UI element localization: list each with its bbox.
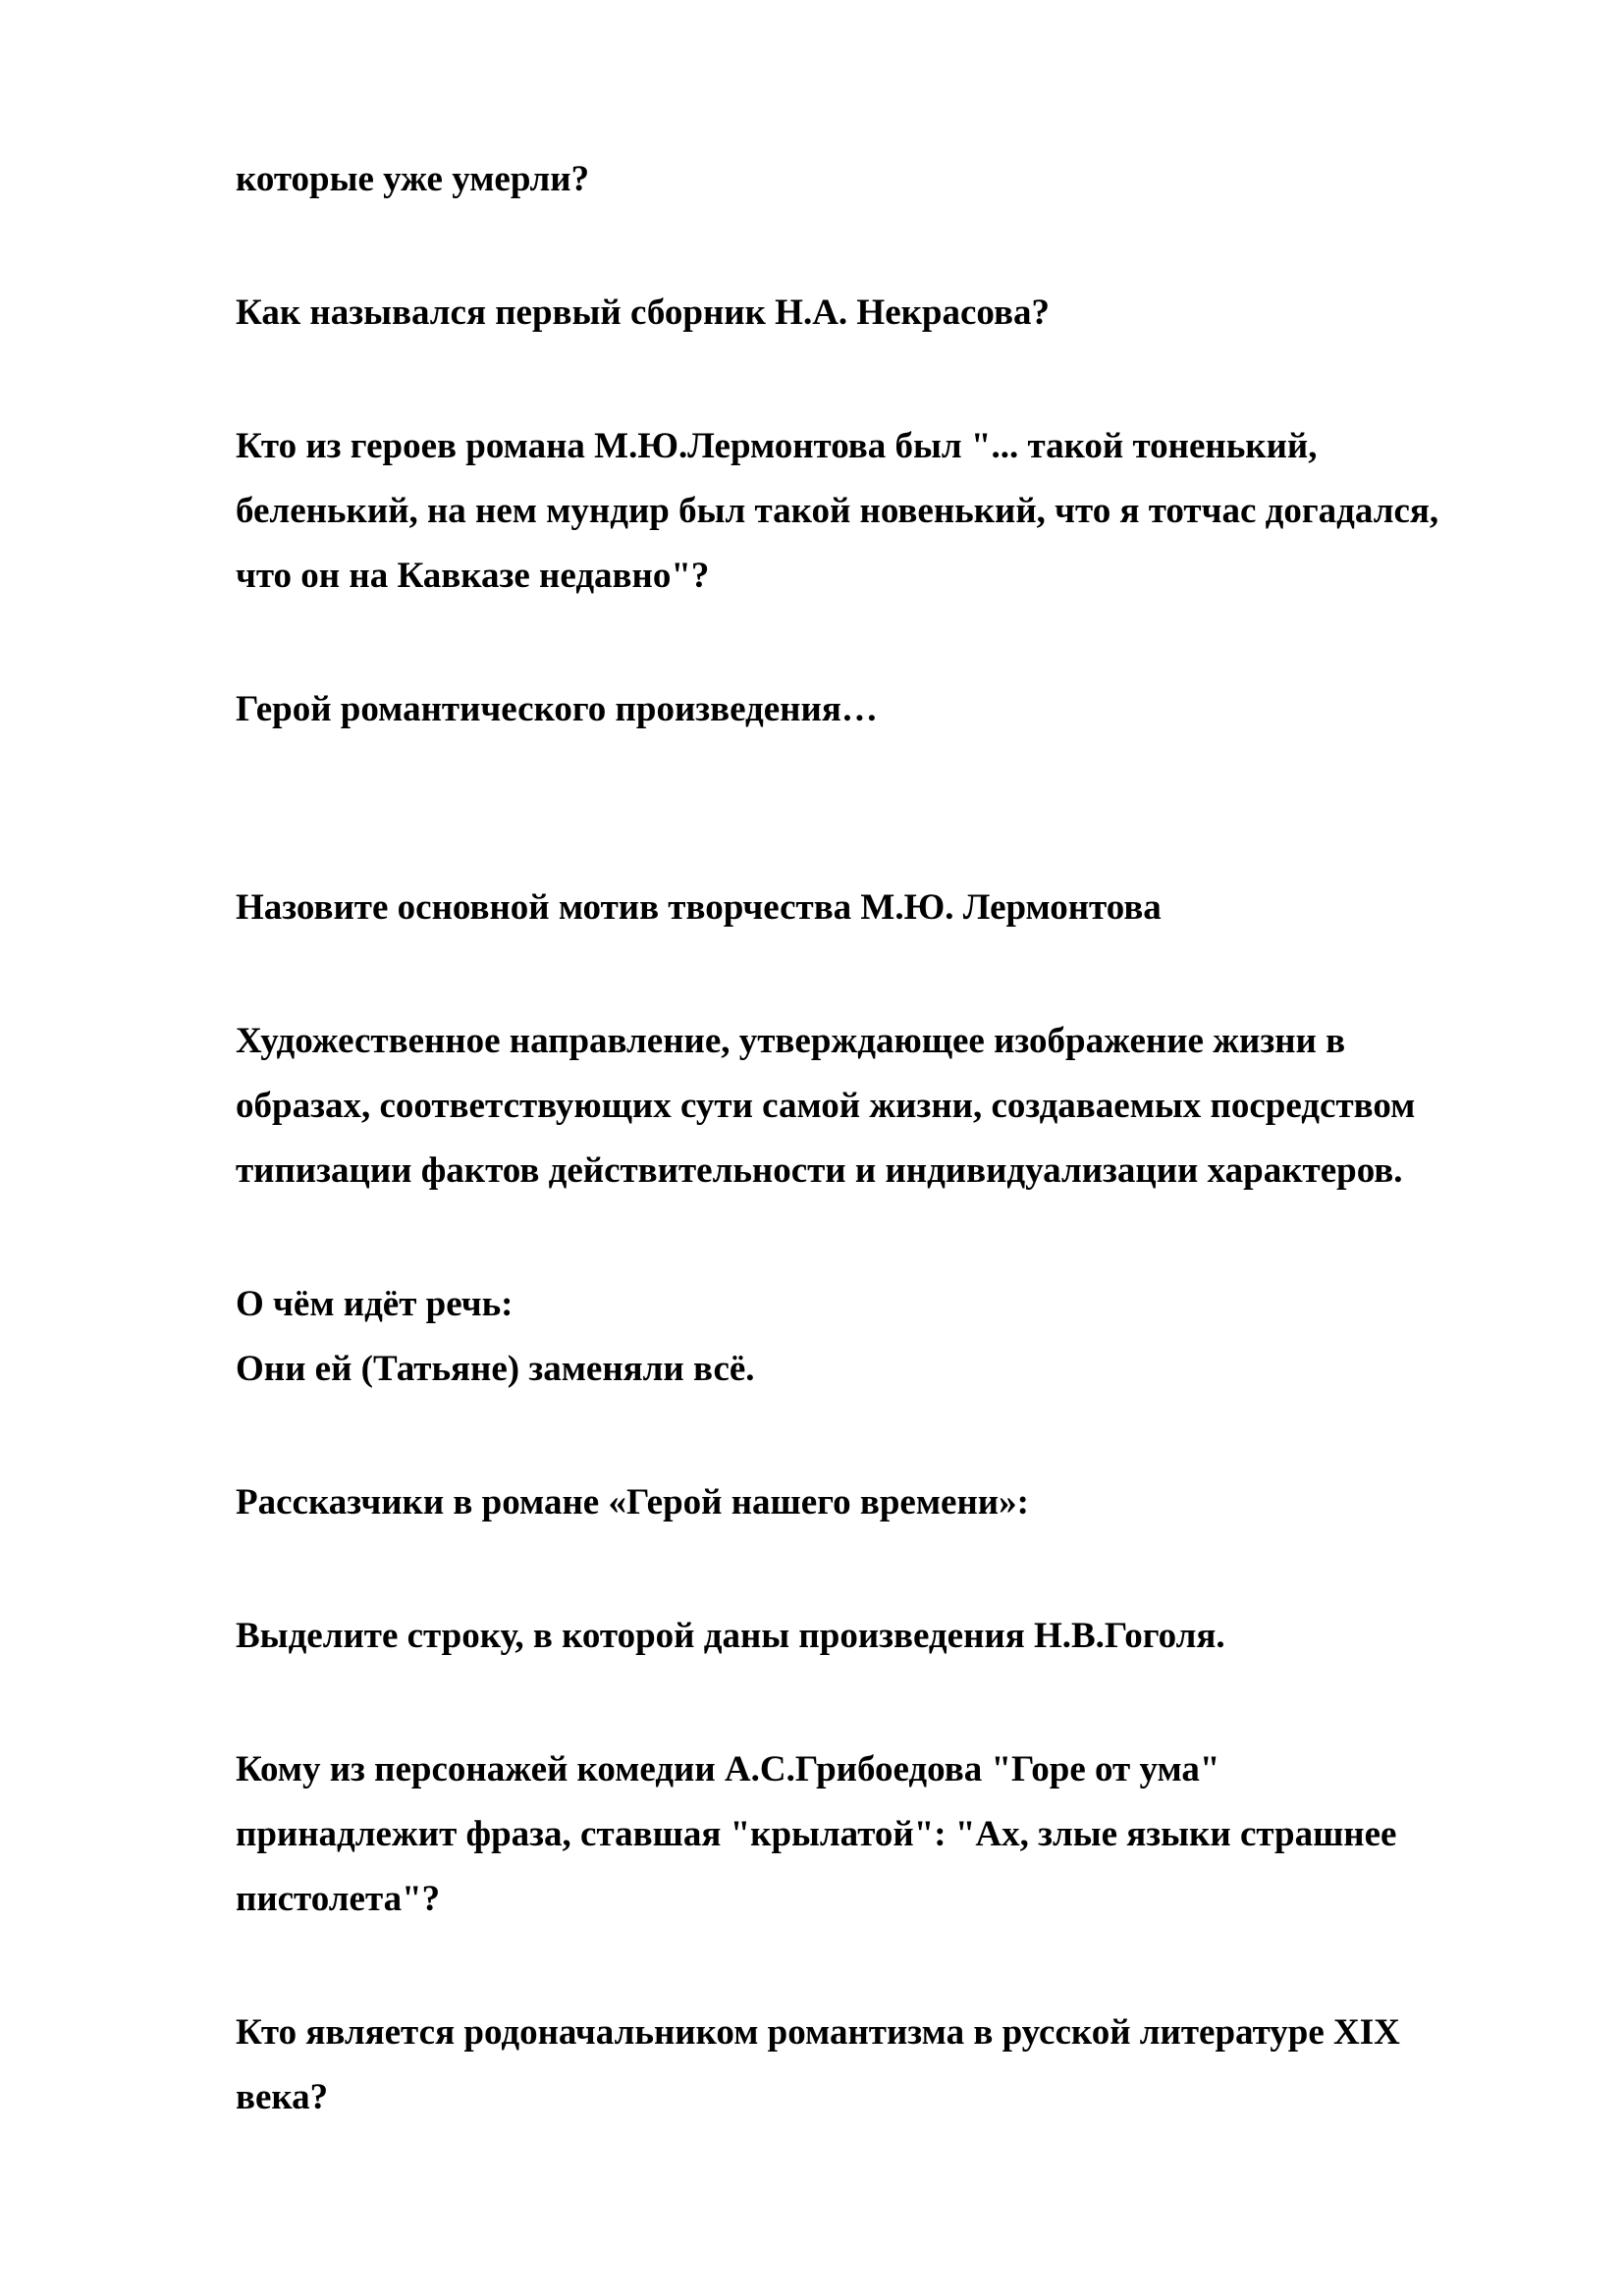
- question-5: [236, 876, 1526, 940]
- question-line: О чём идёт речь:: [236, 1284, 514, 1324]
- question-line: что он на Кавказе недавно"?: [236, 556, 710, 596]
- question-1: [236, 147, 1526, 212]
- question-line: века?: [236, 2077, 329, 2117]
- question-line: Кто из героев романа М.Ю.Лермонтова был "... такой тоненький,: [236, 426, 1318, 466]
- question-4: [236, 677, 1526, 742]
- question-2: [236, 281, 1526, 346]
- question-10: [236, 1737, 1526, 1932]
- question-6: [236, 1009, 1526, 1203]
- question-9: [236, 1604, 1526, 1669]
- question-8: [236, 1470, 1526, 1535]
- question-line: Выделите строку, в которой даны произведения Н.В.Гоголя.: [236, 1616, 1225, 1656]
- question-line: Герой романтического произведения…: [236, 689, 878, 729]
- question-line: Назовите основной мотив творчества М.Ю. Лермонтова: [236, 887, 1162, 928]
- question-line: принадлежит фраза, ставшая "крылатой": "Ах, злые языки страшнее: [236, 1814, 1397, 1854]
- question-line: типизации фактов действительности и индивидуализации характеров.: [236, 1150, 1403, 1191]
- question-line: Кто является родоначальником романтизма в русской литературе XIX: [236, 2012, 1400, 2053]
- question-line: Художественное направление, утверждающее изображение жизни в: [236, 1021, 1346, 1061]
- question-line: пистолета"?: [236, 1879, 441, 1919]
- question-3: [236, 414, 1526, 609]
- question-line: Кому из персонажей комедии А.С.Грибоедова "Горе от ума": [236, 1749, 1220, 1789]
- question-line: Рассказчики в романе «Герой нашего времени»:: [236, 1482, 1029, 1522]
- question-11: [236, 2001, 1526, 2130]
- question-7: [236, 1272, 1526, 1402]
- question-line: которые уже умерли?: [236, 159, 590, 199]
- question-line: беленький, на нем мундир был такой новенький, что я тотчас догадался,: [236, 491, 1439, 531]
- question-line: Они ей (Татьяне) заменяли всё.: [236, 1349, 755, 1389]
- question-line: образах, соответствующих сути самой жизни, создаваемых посредством: [236, 1086, 1416, 1126]
- question-line: Как назывался первый сборник Н.А. Некрасова?: [236, 293, 1050, 333]
